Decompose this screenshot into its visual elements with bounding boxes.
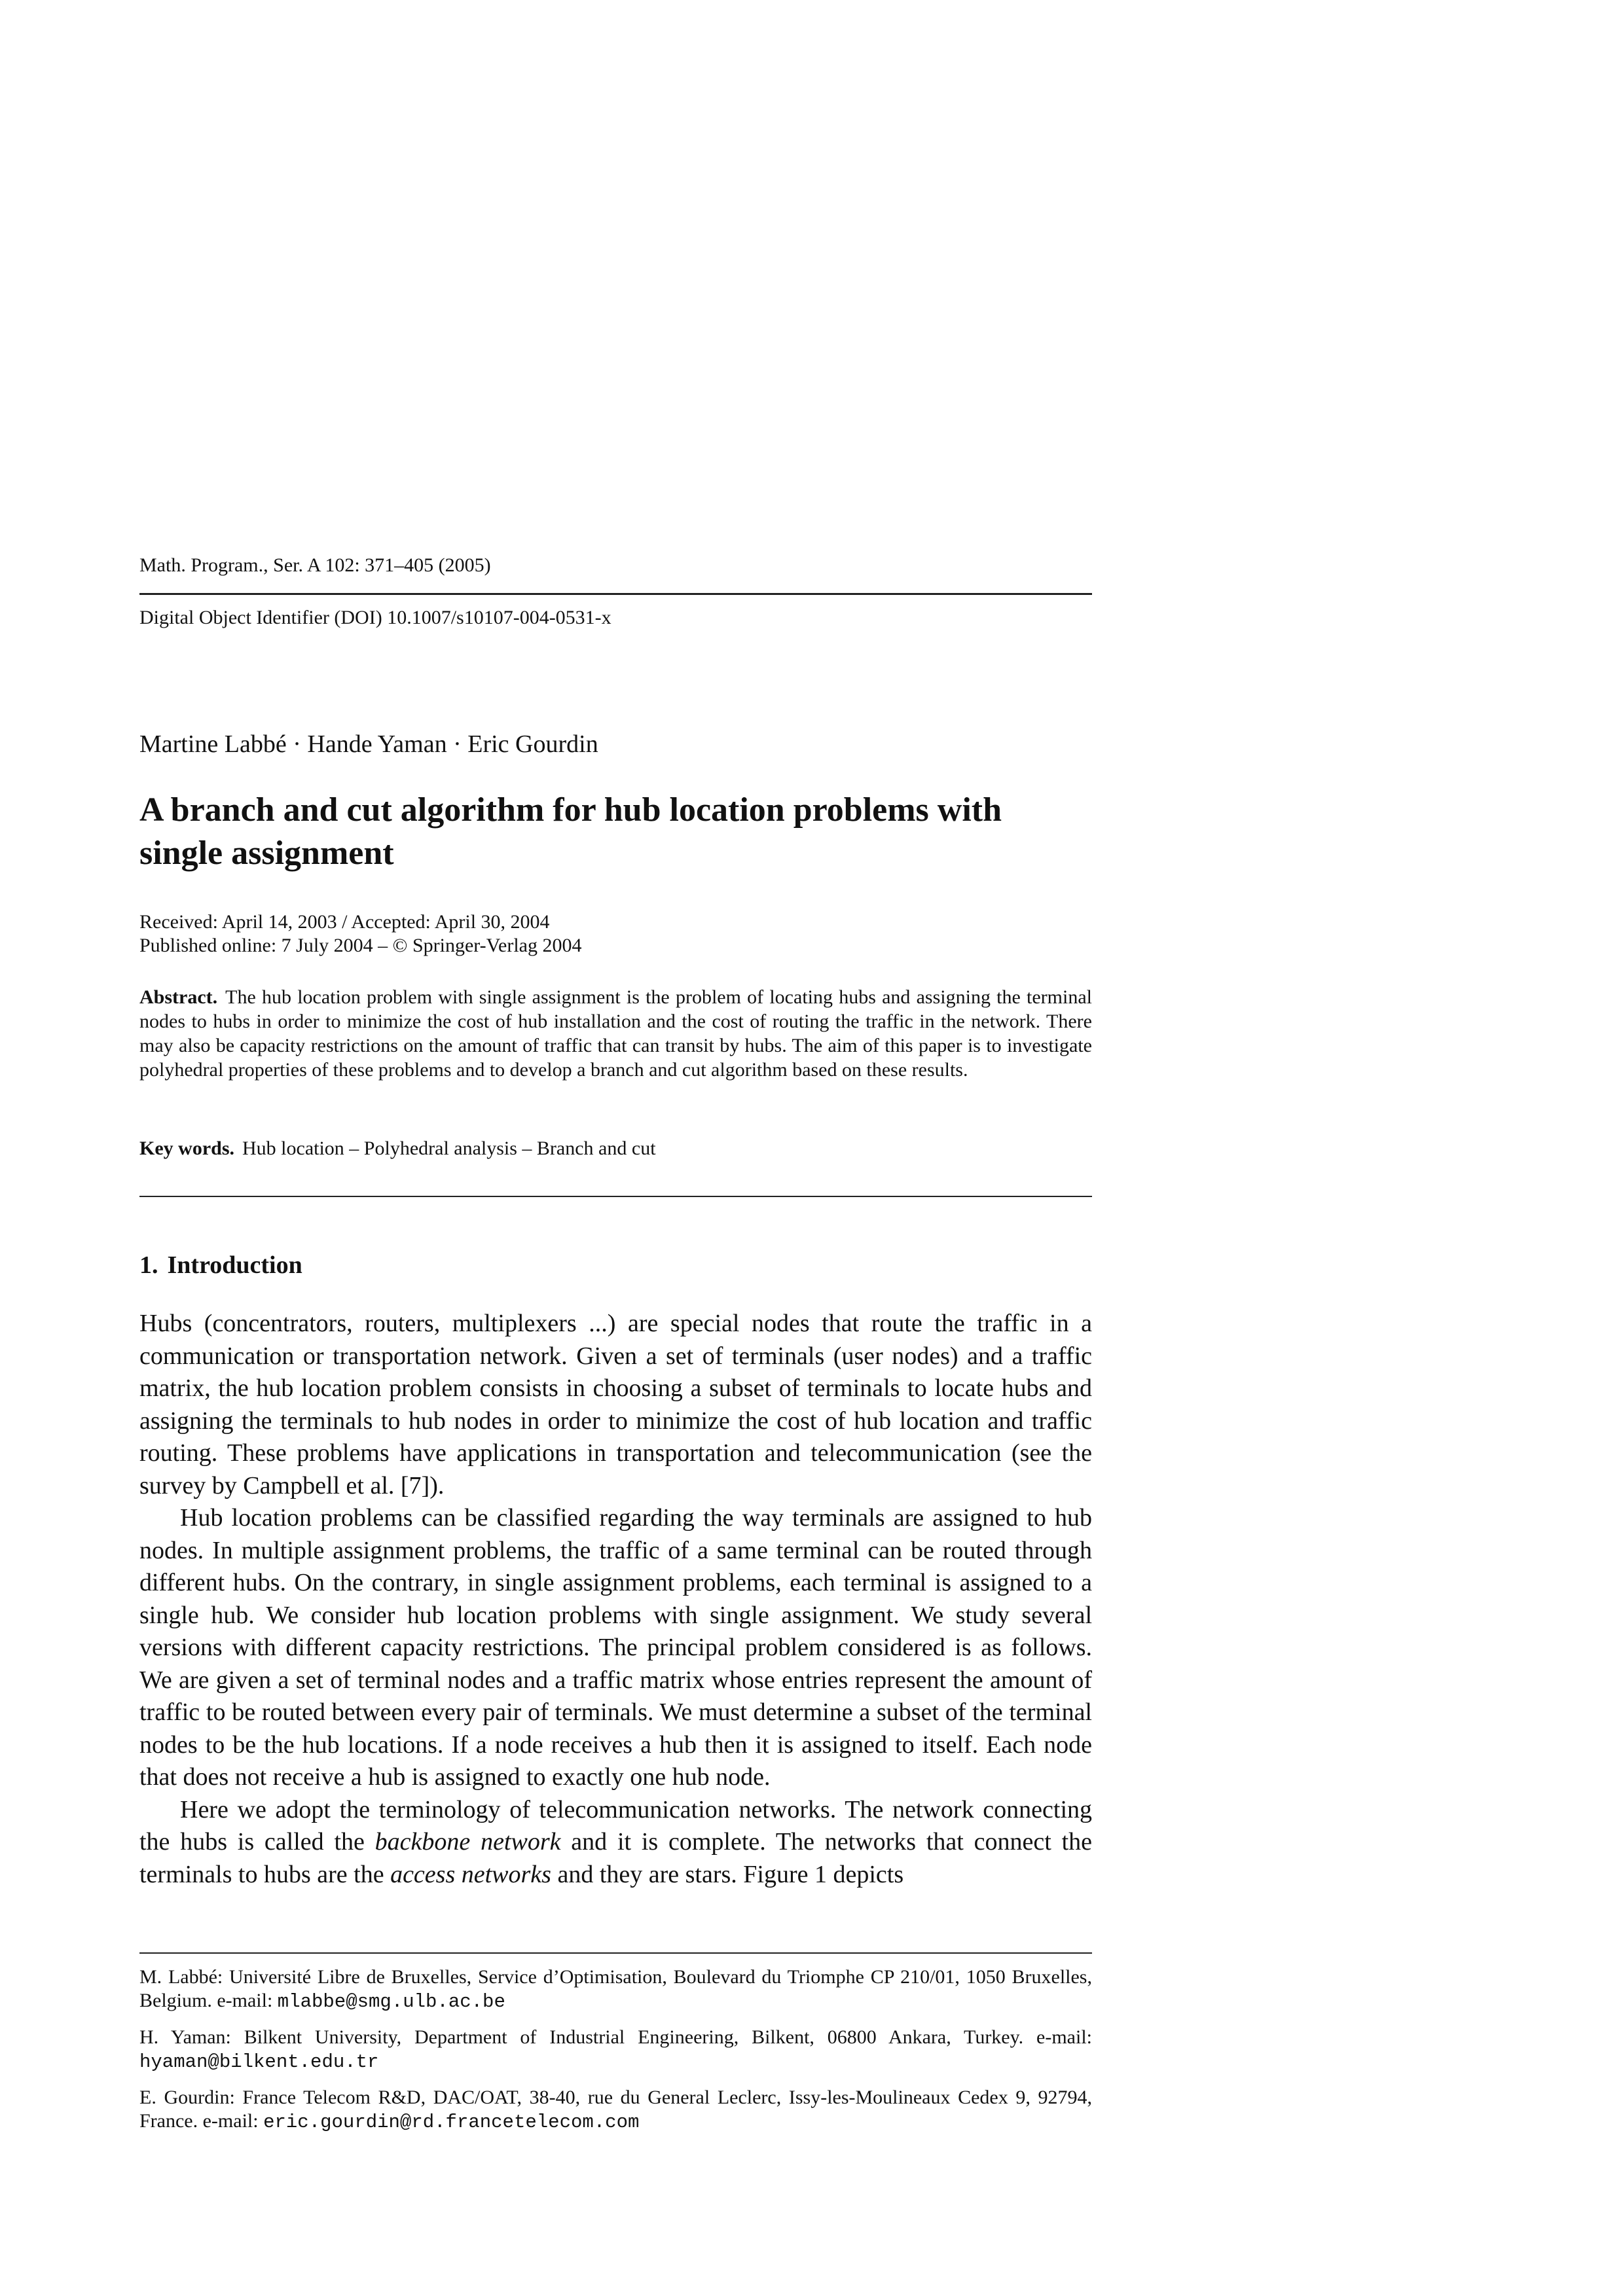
footnote-affiliation: [139, 2026, 1092, 2074]
paragraph: [139, 1794, 1092, 1892]
keywords-text: Hub location – Polyhedral analysis – Branch and cut: [242, 1138, 656, 1159]
affiliation-text: E. Gourdin: France Telecom R&D, DAC/OAT, 38-40, rue du General Leclerc, Issy-les-Moulineaux Cedex 9, 92794, France. e-mail:: [139, 2087, 1092, 2132]
abstract: [139, 985, 1092, 1082]
affiliation-text: M. Labbé: Université Libre de Bruxelles, Service d’Optimisation, Boulevard du Triomphe CP 210/01, 1050 Bruxelles, Belgium. e-mail:: [139, 1966, 1092, 2011]
body-text: [139, 1308, 1092, 1891]
publication-dates: [139, 910, 1092, 958]
paper-title: A branch and cut algorithm for hub location problems with single assignment: [139, 791, 1002, 872]
abstract-rule: [139, 1196, 1092, 1197]
keywords: [139, 1136, 1092, 1160]
section-heading: [139, 1250, 1092, 1280]
emphasis-term: access networks: [390, 1860, 551, 1888]
section-number: 1.: [139, 1251, 158, 1279]
email-address: hyaman@bilkent.edu.tr: [139, 2051, 379, 2073]
footnote-affiliation: [139, 1965, 1092, 2014]
published-date: Published online: 7 July 2004 – © Springer-Verlag 2004: [139, 935, 582, 956]
paragraph: Hubs (concentrators, routers, multiplexers ...) are special nodes that route the traffic in a communication or transportation network. Given a set of terminals (user nodes) and a traffic matrix, the hub location problem consists in choosing a subset of terminals to locate hubs and assigning the terminals to hub nodes in order to minimize the cost of hub location and traffic routing. These problems have applications in transportation and telecommunication (see the survey by Campbell et al. [7]).: [139, 1310, 1092, 1499]
doi-line: Digital Object Identifier (DOI) 10.1007/s10107-004-0531-x: [139, 607, 611, 628]
text-run: Here we adopt the terminology of telecommunication networks. The network connecting the hubs is called the: [139, 1795, 1092, 1856]
abstract-text: The hub location problem with single assignment is the problem of locating hubs and assigning the terminal nodes to hubs in order to minimize the cost of hub installation and the cost of routing the traffic in the network. There may also be capacity restrictions on the amount of traffic that can transit by hubs. The aim of this paper is to investigate polyhedral properties of these problems and to develop a branch and cut algorithm based on these results.: [139, 986, 1092, 1081]
received-date: Received: April 14, 2003 / Accepted: April 30, 2004: [139, 911, 550, 933]
email-address: mlabbe@smg.ulb.ac.be: [277, 1991, 505, 2013]
text-run: and it is complete. The networks that connect the terminals to hubs are the: [139, 1828, 1092, 1888]
footnote-affiliation: [139, 2086, 1092, 2134]
email-address: eric.gourdin@rd.francetelecom.com: [263, 2111, 640, 2133]
footnote-rule: [139, 1952, 1092, 1954]
keywords-label: Key words.: [139, 1138, 234, 1159]
journal-reference: Math. Program., Ser. A 102: 371–405 (2005): [139, 554, 491, 576]
paragraph: Hub location problems can be classified regarding the way terminals are assigned to hub nodes. In multiple assignment problems, the traffic of a same terminal can be routed through different hubs. On the contrary, in single assignment problems, each terminal is assigned to a single hub. We consider hub location problems with single assignment. We study several versions with different capacity restrictions. The principal problem considered is as follows. We are given a set of terminal nodes and a traffic matrix whose entries represent the amount of traffic to be routed between every pair of terminals. We must determine a subset of the terminal nodes to be the hub locations. If a node receives a hub then it is assigned to itself. Each node that does not receive a hub is assigned to exactly one hub node.: [139, 1504, 1092, 1791]
section-title: Introduction: [167, 1251, 302, 1279]
author-name: Eric Gourdin: [467, 730, 598, 758]
text-run: and they are stars. Figure 1 depicts: [551, 1860, 904, 1888]
author-list: Martine Labbé · Hande Yaman · Eric Gourdin: [139, 730, 598, 758]
header-rule: [139, 593, 1092, 595]
footnotes: [139, 1965, 1092, 2146]
author-name: Hande Yaman: [307, 730, 447, 758]
emphasis-term: backbone network: [374, 1828, 561, 1856]
abstract-label: Abstract.: [139, 986, 218, 1008]
affiliation-text: H. Yaman: Bilkent University, Department of Industrial Engineering, Bilkent, 06800 Ankara, Turkey. e-mail:: [139, 2026, 1092, 2048]
author-name: Martine Labbé: [139, 730, 287, 758]
